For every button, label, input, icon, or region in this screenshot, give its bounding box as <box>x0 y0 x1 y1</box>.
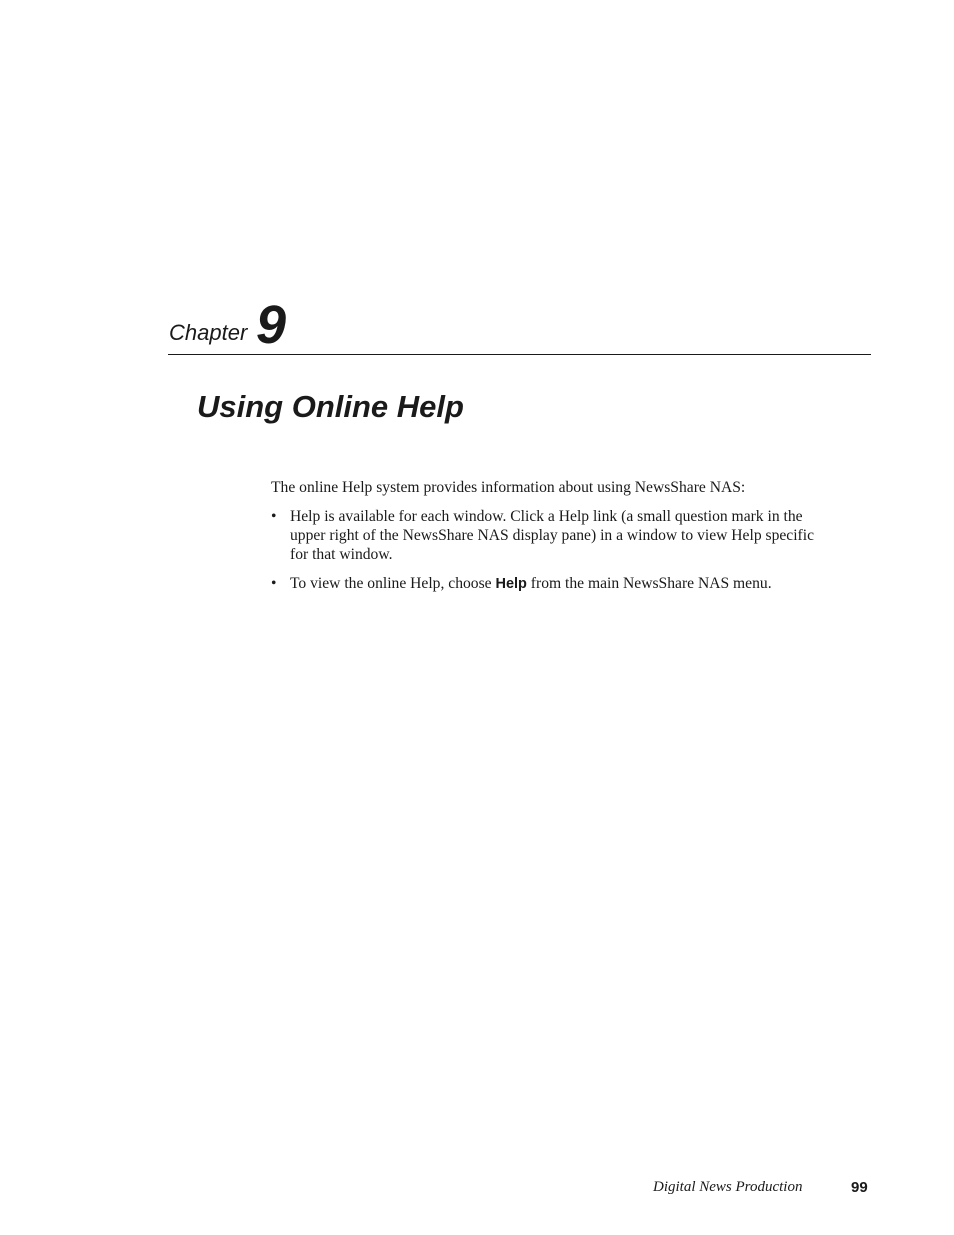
chapter-number: 9 <box>256 295 287 355</box>
bullet-text-after: from the main NewsShare NAS menu. <box>526 575 772 592</box>
list-item <box>271 507 819 564</box>
list-item <box>271 574 819 594</box>
chapter-title: Using Online Help <box>197 389 464 424</box>
chapter-heading <box>169 292 871 354</box>
page-number: 99 <box>851 1179 868 1196</box>
chapter-body <box>271 478 819 604</box>
bullet-text: Help is available for each window. Click a Help link (a small question mark in the upper right of the NewsShare NAS display pane) in a window to view Help specific for that window. <box>290 508 814 563</box>
footer-book-title: Digital News Production <box>653 1179 803 1195</box>
bullet-icon: • <box>271 508 277 525</box>
help-menu-term: Help <box>495 576 527 592</box>
intro-paragraph: The online Help system provides information about using NewsShare NAS: <box>271 479 746 496</box>
chapter-label: Chapter <box>169 320 248 345</box>
chapter-divider <box>168 354 871 355</box>
bullet-text-before: To view the online Help, choose <box>290 575 496 592</box>
bullet-list <box>271 507 819 594</box>
bullet-icon: • <box>271 575 277 592</box>
